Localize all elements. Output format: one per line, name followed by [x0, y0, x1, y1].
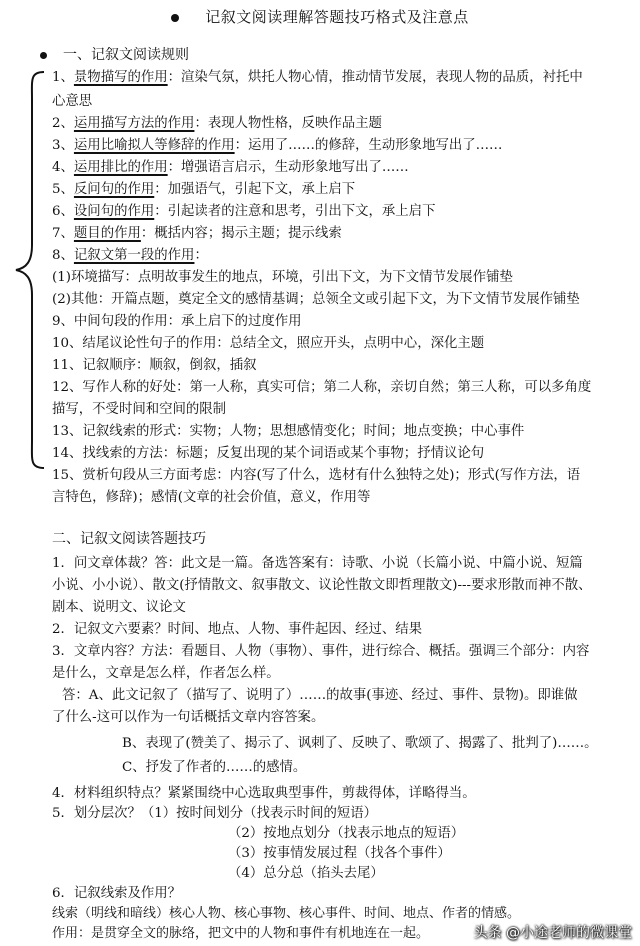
- tip-line: 答：A、此文记叙了（描写了、说明了）……的故事(事迹、经过、事件、景物)。即谁做: [62, 688, 578, 703]
- tip-line: 6．记叙线索及作用？: [52, 886, 182, 901]
- left-brace-icon: [12, 70, 46, 470]
- rule-item-13: 13、记叙线索的形式：实物；人物；思想感情变化；时间；地点变换；中心事件: [52, 424, 525, 439]
- bullet-icon: [171, 14, 179, 22]
- rule-item-8-1: (1)环境描写：点明故事发生的地点，环境，引出下文，为下文情节发展作铺垫: [52, 270, 513, 285]
- tip-line: 了什么-这可以作为一句话概括文章内容答案。: [52, 710, 325, 725]
- rule-item-7: 7、题目的作用：概括内容；揭示主题；提示线索: [52, 226, 342, 241]
- tip-line: 4．材料组织特点？紧紧围绕中心选取典型事件，剪裁得体，详略得当。: [52, 786, 476, 801]
- rule-item-1: 1、景物描写的作用：渲染气氛，烘托人物心情，推动情节发展，表现人物的品质，衬托中: [52, 70, 583, 85]
- rule-item-12-cont: 描写，不受时间和空间的限制: [52, 402, 227, 417]
- rule-item-4: 4、运用排比的作用：增强语言启示，生动形象地写出了……: [52, 160, 409, 175]
- tip-line: （2）按地点划分（找表示地点的短语）: [228, 826, 465, 841]
- rule-item-9: 9、中间句段的作用：承上启下的过度作用: [52, 314, 302, 329]
- rule-item-8-2: (2)其他：开篇点题，奠定全文的感情基调；总领全文或引起下文，为下文情节发展作铺垫: [52, 292, 580, 307]
- rule-item-15: 15、赏析句段从三方面考虑：内容(写了什么，选材有什么独特之处)；形式(写作方法，语: [52, 468, 581, 483]
- tip-line: 是什么，文章是怎么样，作者怎么样。: [52, 666, 280, 681]
- tip-line: 5．划分层次？（1）按时间划分（找表示时间的短语）: [52, 806, 378, 821]
- tip-line: 线索（明线和暗线）核心人物、核心事物、核心事件、时间、地点、作者的情感。: [52, 906, 521, 921]
- tip-line: 2．记叙文六要素？时间、地点、人物、事件起因、经过、结果: [52, 622, 423, 637]
- tip-line: 小说、小小说）、散文(抒情散文、叙事散文、议论性散文即哲理散文)---要求形散而神不散、: [52, 578, 592, 593]
- rule-item-14: 14、找线索的方法：标题；反复出现的某个词语或某个事物；抒情议论句: [52, 446, 485, 461]
- rule-item-15-cont: 言特色，修辞)；感情(文章的社会价值，意义，作用等: [52, 490, 371, 505]
- rule-item-11: 11、记叙顺序：顺叙，倒叙，插叙: [52, 358, 257, 373]
- document-title: 记叙文阅读理解答题技巧格式及注意点: [0, 6, 640, 27]
- watermark: 头条 @小途老师的微课堂: [473, 925, 632, 941]
- tip-line: 1．问文章体裁？答：此文是一篇。备选答案有：诗歌、小说（长篇小说、中篇小说、短篇: [52, 556, 583, 571]
- rule-item-1-cont: 心意思: [52, 94, 93, 109]
- tip-line: （3）按事情发展过程（找各个事件）: [228, 846, 451, 861]
- rule-item-6: 6、设问句的作用：引起读者的注意和思考，引出下文，承上启下: [52, 204, 436, 219]
- rule-item-8: 8、记叙文第一段的作用：: [52, 248, 208, 263]
- rule-item-5: 5、反问句的作用：加强语气，引起下文，承上启下: [52, 182, 356, 197]
- tip-line: 3．文章内容？方法：看题目、人物（事物）、事件，进行综合、概括。强调三个部分：内容: [52, 644, 590, 659]
- bullet-icon: [40, 52, 47, 59]
- rule-item-2: 2、运用描写方法的作用：表现人物性格，反映作品主题: [52, 116, 382, 131]
- rule-item-12: 12、写作人称的好处：第一人称，真实可信；第二人称，亲切自然；第三人称，可以多角度: [52, 380, 592, 395]
- tip-line: C、抒发了作者的……的感情。: [122, 760, 307, 775]
- section1-heading: 一、记叙文阅读规则: [40, 44, 189, 64]
- tip-line: 剧本、说明文、议论文: [52, 600, 186, 615]
- rule-item-10: 10、结尾议论性句子的作用：总结全文，照应开头，点明中心，深化主题: [52, 336, 485, 351]
- rule-item-3: 3、运用比喻拟人等修辞的作用：运用了……的修辞，生动形象地写出了……: [52, 138, 503, 153]
- tip-line: 作用：是贯穿全文的脉络，把文中的人物和事件有机地连在一起。: [52, 926, 430, 941]
- tip-line: B、表现了(赞美了、揭示了、讽刺了、反映了、歌颂了、揭露了、批判了)……。: [122, 736, 598, 751]
- tip-line: （4）总分总（掐头去尾）: [228, 866, 384, 881]
- section2-heading: 二、记叙文阅读答题技巧: [52, 531, 206, 547]
